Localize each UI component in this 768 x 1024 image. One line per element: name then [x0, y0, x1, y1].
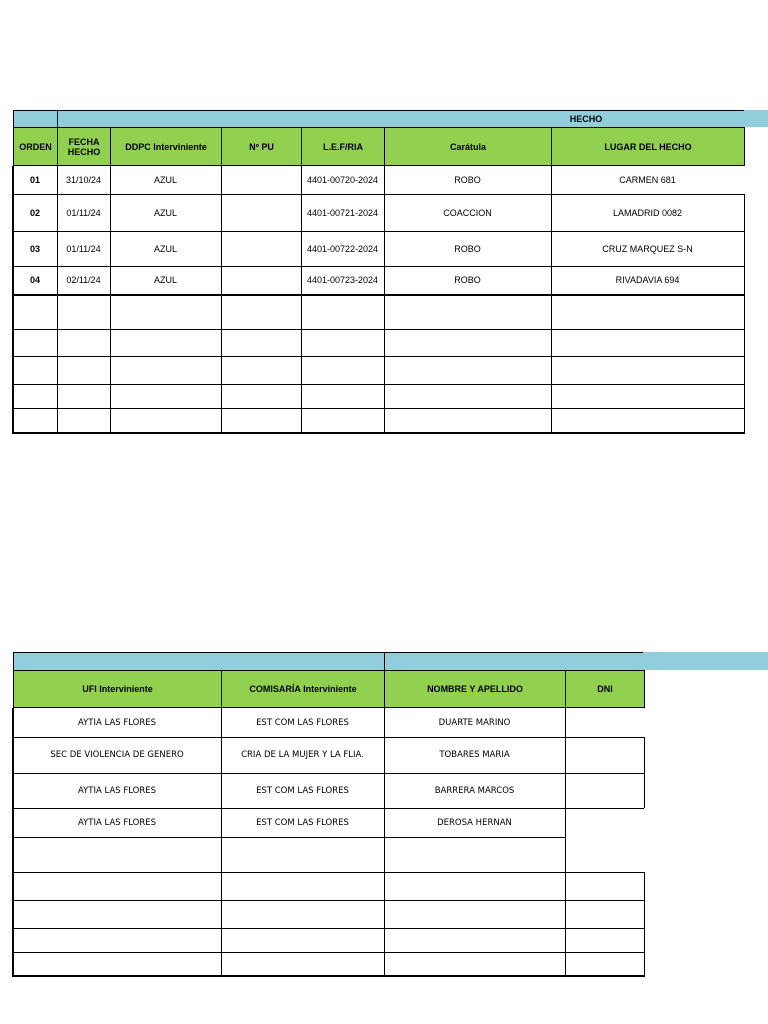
col-header-orden: ORDEN [13, 127, 58, 166]
table-cell-nombre: DUARTE MARINO [438, 717, 511, 728]
col-header-dni: DNI [565, 670, 645, 708]
table-cell-orden: 01 [29, 175, 40, 185]
table-cell-comisaria: CRIA DE LA MUJER Y LA FLIA. [241, 750, 364, 760]
table-cell-ufi: AYTIA LAS FLORES [77, 717, 157, 728]
table-cell-nombre: TOBARES MARIA [439, 750, 510, 760]
col-header-ufi: UFI Interviniente [13, 670, 222, 708]
table-cell-comisaria: EST COM LAS FLORES [256, 817, 349, 828]
table-cell-comisaria: EST COM LAS FLORES [256, 717, 349, 728]
table-cell-orden: 04 [29, 275, 40, 285]
table-cell-ddpc: AZUL [153, 243, 177, 254]
group-header-hecho: HECHO [569, 113, 603, 124]
table-cell-lefria: 4401-00720-2024 [306, 175, 379, 185]
header-band [13, 110, 768, 127]
table-cell-lugar: RIVADAVIA 694 [615, 275, 680, 285]
table-cell-fecha: 31/10/24 [65, 175, 102, 185]
table-cell-lugar: CRUZ MARQUEZ S-N [602, 243, 693, 254]
table-cell-ufi: AYTIA LAS FLORES [77, 785, 157, 796]
table-cell-lugar: LAMADRID 0082 [612, 207, 683, 218]
table-cell-lefria: 4401-00721-2024 [306, 207, 379, 218]
table-cell-lefria: 4401-00723-2024 [306, 275, 379, 285]
col-header-pu: Nº PU [221, 127, 302, 166]
table-cell-orden: 03 [29, 243, 40, 254]
table-cell-orden: 02 [29, 207, 40, 218]
table-cell-fecha: 01/11/24 [66, 243, 101, 254]
table-cell-ddpc: AZUL [153, 275, 177, 285]
header-band [13, 652, 768, 670]
col-header-nombre: NOMBRE Y APELLIDO [384, 670, 566, 708]
col-header-comisaria: COMISARÍA Interviniente [221, 670, 385, 708]
table-cell-lefria: 4401-00722-2024 [306, 243, 379, 254]
table-cell-lugar: CARMEN 681 [619, 175, 676, 185]
table-cell-comisaria: EST COM LAS FLORES [256, 785, 349, 796]
table-cell-nombre: BARRERA MARCOS [434, 785, 515, 796]
col-header-caratula: Carátula [384, 127, 552, 166]
table-cell-ddpc: AZUL [153, 207, 177, 218]
table-cell-fecha: 02/11/24 [66, 275, 101, 285]
table-cell-ufi: SEC DE VIOLENCIA DE GENERO [50, 750, 184, 760]
table-cell-fecha: 01/11/24 [66, 207, 101, 218]
col-header-lefria: L.E.F/RIA [301, 127, 385, 166]
table-cell-ufi: AYTIA LAS FLORES [77, 817, 157, 828]
table-cell-caratula: COACCION [443, 207, 492, 218]
table-cell-ddpc: AZUL [153, 175, 177, 185]
col-header-ddpc: DDPC Interviniente [110, 127, 222, 166]
table-cell-caratula: ROBO [454, 275, 481, 285]
col-header-fecha: FECHA HECHO [57, 127, 111, 166]
table-cell-caratula: ROBO [454, 175, 481, 185]
col-header-lugar: LUGAR DEL HECHO [551, 127, 745, 166]
table-cell-caratula: ROBO [454, 243, 481, 254]
table-cell-nombre: DEROSA HERNAN [437, 817, 512, 828]
